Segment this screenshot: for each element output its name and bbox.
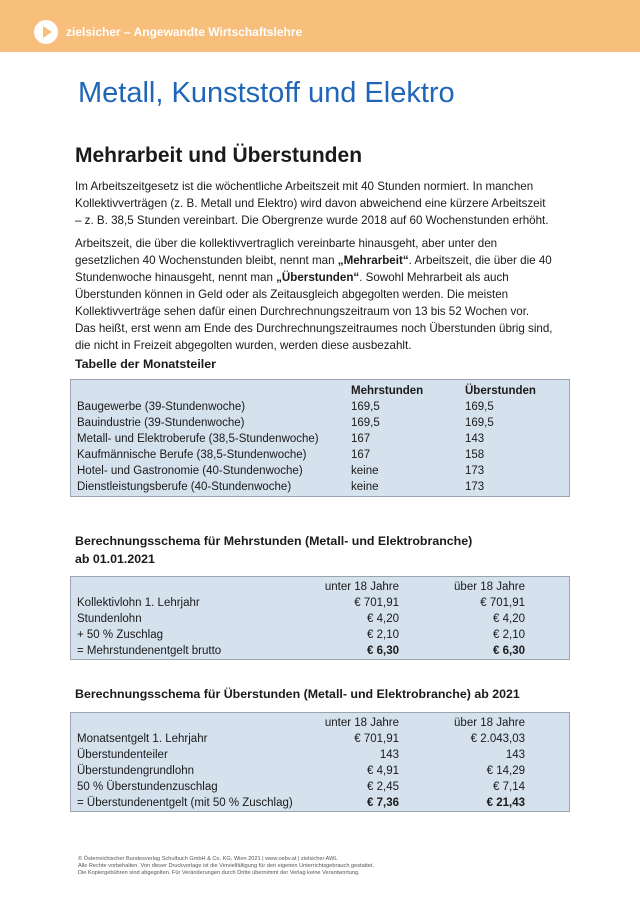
cell-value: keine xyxy=(351,465,379,477)
paragraph-line: . Sowohl Mehrarbeit als auch xyxy=(359,271,509,284)
cell-value: 173 xyxy=(465,465,485,477)
cell-value: € 4,91 xyxy=(367,765,399,777)
table-header-row xyxy=(77,581,567,597)
paragraph-line: Das heißt, erst wenn am Ende des Durchrechnungszeitraumes noch Überstunden übrig sind, xyxy=(75,322,553,335)
cell-label: Stundenlohn xyxy=(77,613,142,625)
table-row xyxy=(77,417,567,433)
paragraph-line: Kollektivverträgen (z. B. Metall und Elektro) wird davon abweichend eine kürzere Arbeitszeit xyxy=(75,197,546,210)
term-mehrarbeit: „Mehrarbeit“ xyxy=(337,254,409,267)
term-ueberstunden: „Überstunden“ xyxy=(276,271,360,284)
cell-value: € 7,36 xyxy=(367,797,399,809)
table-row xyxy=(77,749,567,765)
table-row xyxy=(77,465,567,481)
cell-value: € 2,45 xyxy=(367,781,399,793)
cell-value: 173 xyxy=(465,481,485,493)
cell-value: 143 xyxy=(379,749,399,761)
paragraph-line: Arbeitszeit, die über die kollektivvertraglich vereinbarte hinausgeht, aber unter den xyxy=(75,237,498,250)
column-header: über 18 Jahre xyxy=(454,717,525,729)
cell-value: € 701,91 xyxy=(480,597,525,609)
cell-value: 143 xyxy=(505,749,525,761)
cell-label: + 50 % Zuschlag xyxy=(77,629,163,641)
paragraph-line: gesetzlichen 40 Wochenstunden bleibt, nennt man xyxy=(75,254,338,267)
cell-label: Baugewerbe (39-Stundenwoche) xyxy=(77,401,246,413)
cell-value: 169,5 xyxy=(351,417,380,429)
footer-line: Die Kopiergebühren sind abgegolten. Für Veränderungen durch Dritte übernimmt der Verlag keine Verantwortung. xyxy=(78,870,360,876)
footer-line: © Österreichischer Bundesverlag Schulbuch GmbH & Co. KG, Wien 2021 | www.oebv.at | zielsicher AWL xyxy=(78,856,338,862)
table-row xyxy=(77,481,567,497)
paragraph-line: – z. B. 38,5 Stunden vereinbart. Die Obergrenze wurde 2018 auf 60 Wochenstunden erhöht. xyxy=(75,214,549,227)
table-header-row xyxy=(77,717,567,733)
cell-value: € 701,91 xyxy=(354,733,399,745)
cell-value: 158 xyxy=(465,449,485,461)
cell-label: Überstundenteiler xyxy=(77,749,168,761)
column-header: unter 18 Jahre xyxy=(324,581,399,593)
cell-value: € 14,29 xyxy=(486,765,525,777)
table-row xyxy=(77,401,567,417)
definition-paragraph xyxy=(75,235,575,354)
cell-label: Überstundengrundlohn xyxy=(77,765,195,777)
banner-title: zielsicher – Angewandte Wirtschaftslehre xyxy=(66,25,303,39)
paragraph-line: Stundenwoche hinausgeht, nennt man xyxy=(75,271,277,284)
section-heading: Mehrarbeit und Überstunden xyxy=(75,144,363,167)
table1-title: Tabelle der Monatsteiler xyxy=(75,357,216,371)
table-row xyxy=(77,765,567,781)
cell-value: € 2,10 xyxy=(493,629,525,641)
cell-label: Metall- und Elektroberufe (38,5-Stundenwoche) xyxy=(77,433,319,445)
cell-value: € 6,30 xyxy=(367,645,399,657)
column-header: über 18 Jahre xyxy=(454,581,525,593)
table-mehrstunden xyxy=(70,576,570,660)
paragraph-line: Überstunden können in Geld oder als Zeitausgleich abgegolten werden. Die meisten xyxy=(75,288,509,301)
table-row xyxy=(77,449,567,465)
cell-value: 143 xyxy=(465,433,485,445)
cell-value: 169,5 xyxy=(465,401,494,413)
paragraph-line: Kollektivverträge sehen dafür einen Durchrechnungszeitraum von 13 bis 52 Wochen vor. xyxy=(75,305,530,318)
table-row xyxy=(77,597,567,613)
cell-label: 50 % Überstundenzuschlag xyxy=(77,781,218,793)
cell-value: keine xyxy=(351,481,379,493)
table2-title-line1: Berechnungsschema für Mehrstunden (Metall- und Elektrobranche) xyxy=(75,534,473,548)
table-ueberstunden xyxy=(70,712,570,812)
table-row xyxy=(77,781,567,797)
paragraph-line: die nicht in Freizeit abgegolten wurden, werden diese ausbezahlt. xyxy=(75,339,412,352)
page-title: Metall, Kunststoff und Elektro xyxy=(78,77,455,109)
header-banner xyxy=(0,0,640,52)
table-row xyxy=(77,733,567,749)
cell-label: Dienstleistungsberufe (40-Stundenwoche) xyxy=(77,481,292,493)
column-header: Überstunden xyxy=(465,385,536,397)
cell-value: 169,5 xyxy=(351,401,380,413)
column-header: Mehrstunden xyxy=(351,385,424,397)
cell-label: Kaufmännische Berufe (38,5-Stundenwoche) xyxy=(77,449,307,461)
paragraph-line: Im Arbeitszeitgesetz ist die wöchentliche Arbeitszeit mit 40 Stunden normiert. In manchen xyxy=(75,180,534,193)
cell-value: € 701,91 xyxy=(354,597,399,609)
table-row xyxy=(77,613,567,629)
intro-paragraph xyxy=(75,178,575,229)
cell-value: € 4,20 xyxy=(493,613,525,625)
table3-title: Berechnungsschema für Überstunden (Metall- und Elektrobranche) ab 2021 xyxy=(75,687,520,701)
table2-title xyxy=(75,532,472,568)
cell-label: Kollektivlohn 1. Lehrjahr xyxy=(77,597,200,609)
table-row xyxy=(77,433,567,449)
table-row xyxy=(77,797,567,813)
cell-value: € 4,20 xyxy=(367,613,399,625)
play-logo-icon xyxy=(34,20,58,44)
cell-value: € 6,30 xyxy=(493,645,525,657)
table-row xyxy=(77,629,567,645)
table-header-row xyxy=(77,385,567,401)
cell-label: = Mehrstundenentgelt brutto xyxy=(77,645,222,657)
cell-value: € 2.043,03 xyxy=(470,733,525,745)
paragraph-line: . Arbeitszeit, die über die 40 xyxy=(408,254,552,267)
cell-value: € 7,14 xyxy=(493,781,525,793)
cell-value: € 2,10 xyxy=(367,629,399,641)
table-monatsteiler xyxy=(70,379,570,497)
cell-label: Monatsentgelt 1. Lehrjahr xyxy=(77,733,208,745)
cell-value: 167 xyxy=(351,449,371,461)
table-row xyxy=(77,645,567,661)
cell-label: = Überstundenentgelt (mit 50 % Zuschlag) xyxy=(77,797,293,809)
cell-label: Bauindustrie (39-Stundenwoche) xyxy=(77,417,245,429)
cell-value: 167 xyxy=(351,433,371,445)
cell-value: 169,5 xyxy=(465,417,494,429)
cell-label: Hotel- und Gastronomie (40-Stundenwoche) xyxy=(77,465,303,477)
copyright-footer xyxy=(78,856,578,877)
column-header: unter 18 Jahre xyxy=(324,717,399,729)
table2-title-line2: ab 01.01.2021 xyxy=(75,552,155,566)
cell-value: € 21,43 xyxy=(486,797,525,809)
footer-line: Alle Rechte vorbehalten. Von dieser Druckvorlage ist die Vervielfältigung für den eigenen Unterrichtsgebrauch gestattet. xyxy=(78,863,375,869)
